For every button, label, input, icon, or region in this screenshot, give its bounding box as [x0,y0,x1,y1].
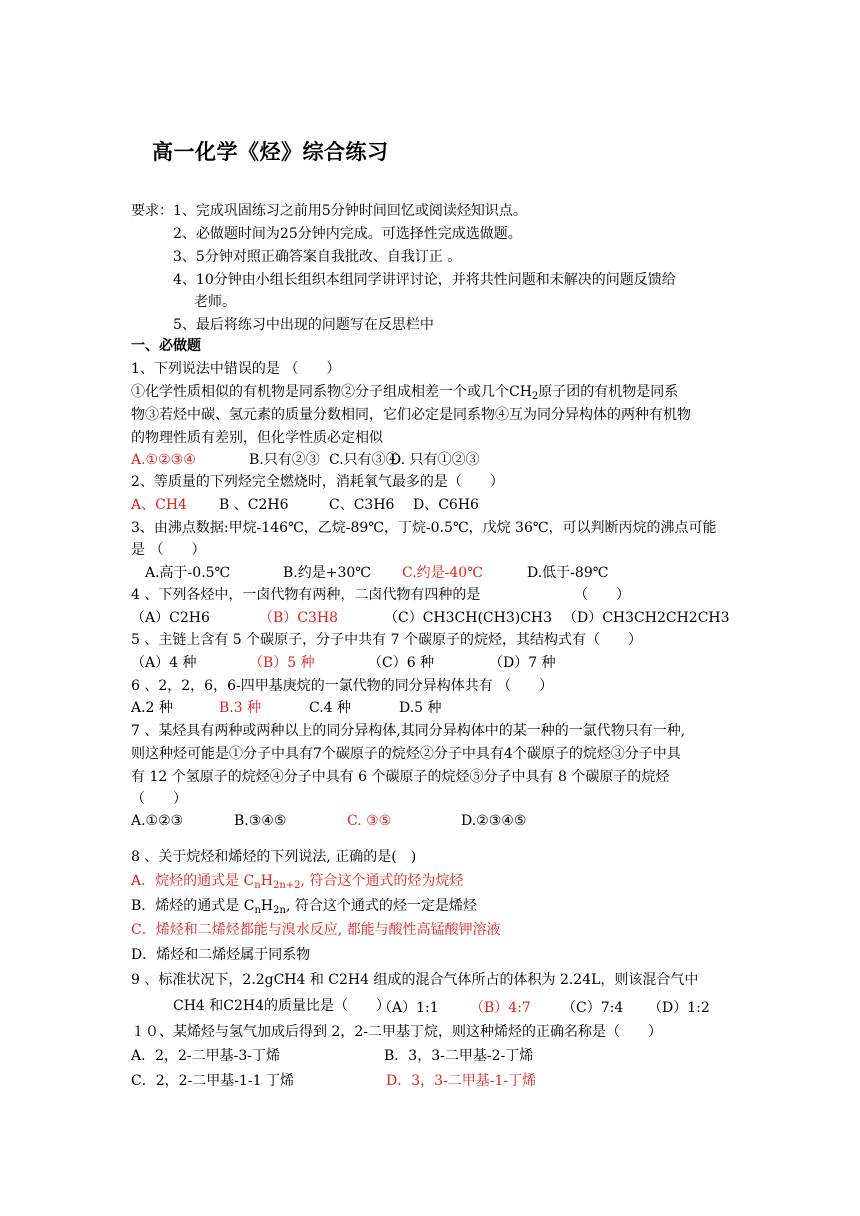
section-heading: 一、必做题 [131,338,201,354]
question-8-option-a: A．烷烃的通式是 $C_nH_{2n+2}$, 符合这个通式的烃为烷烃 [131,873,464,891]
option-b: （B）4:7 [470,1000,531,1016]
option-b: （B）C3H8 [259,610,339,626]
option-c: C.4 种 [309,700,352,716]
question-7-stem: （ ） [131,791,187,807]
requirement-item: 5、最后将练习中出现的问题写在反思栏中 [173,317,434,333]
option-b: B．3，3-二甲基-2-丁烯 [384,1048,534,1064]
question-9-line2: CH4 和C2H4的质量比是（ ） [173,998,391,1014]
question-8-stem: 8 、关于烷烃和烯烃的下列说法, 正确的是( ) [131,849,417,865]
question-6-stem: 6 、2，2，6，6-四甲基庚烷的一氯代物的同分异构体共有 （ ） [131,678,554,694]
option-a: A.①②③④ [131,452,196,468]
option-b: B.约是+30℃ [283,565,371,581]
question-8-option-c: C．烯烃和二烯烃都能与溴水反应, 都能与酸性高锰酸钾溶液 [131,922,501,938]
page-title: 高一化学《烃》综合练习 [152,140,389,164]
formula: $CH_2$ [509,384,539,402]
requirement-item: 3、5分钟对照正确答案自我批改、自我订正 。 [173,249,462,265]
option-c: C.约是-40℃ [402,565,483,581]
option-d: D. 只有①②③ [390,452,480,468]
question-1-body: ①化学性质相似的有机物是同系物②分子组成相差一个或几个$CH_2$原子团的有机物是同系 [131,384,679,402]
requirements-line-1 [131,201,527,221]
question-8-option-b: B．烯烃的通式是 $C_nH_{2n}$, 符合这个通式的烃一定是烯烃 [131,898,477,916]
question-8-option-d: D．烯烃和二烯烃属于同系物 [131,947,311,963]
question-2-stem: 2、等质量的下列烃完全燃烧时，消耗氧气最多的是（ ） [131,474,504,490]
option-c: C．2，2-二甲基-1-1 丁烯 [131,1073,294,1089]
option-d: D．3，3-二甲基-1-丁烯 [386,1073,537,1089]
option-c: C. ③⑤ [347,813,392,829]
option-b: B.只有②③ [249,452,320,468]
option-b: （B）5 种 [249,655,315,671]
question-10-stem: １０、某烯烃与氢气加成后得到 2，2-二甲基丁烷，则这种烯烃的正确名称是（ ） [131,1024,662,1040]
question-3-stem: 3、由沸点数据:甲烷-146℃，乙烷-89℃，丁烷-0.5℃，戊烷 36℃，可以判断丙烷的沸点可能 [131,520,717,536]
question-10-options-row-2 [131,1071,537,1091]
option-a: A、CH4 [131,497,187,513]
question-4-options [131,608,730,628]
question-1-body: 的物理性质有差别，但化学性质必定相似 [131,430,383,446]
requirements-label: 要求： [131,203,173,219]
option-d: D、C6H6 [413,497,479,513]
requirement-item: 老师。 [194,294,236,310]
option-c: C、C3H6 [329,497,395,513]
option-d: D.低于-89℃ [527,565,609,581]
question-10-options-row-1 [131,1046,534,1066]
requirement-item: 1、完成巩固练习之前用5分钟时间回忆或阅读烃知识点。 [173,203,527,219]
option-c: （C）7:4 [562,1000,624,1016]
question-7-stem: 7 、某烃具有两种或两种以上的同分异构体,其同分异构体中的某一种的一氯代物只有一种, [131,723,686,739]
option-b: B.3 种 [219,700,262,716]
question-5-options [131,653,556,673]
option-b: B 、C2H6 [219,497,289,513]
option-d: D.5 种 [399,700,442,716]
question-9-options [378,998,710,1018]
option-d: （D）7 种 [489,655,556,671]
option-a: A.①②③ [131,813,184,829]
option-a: （A）4 种 [131,655,197,671]
option-c: （C）6 种 [368,655,435,671]
question-7-options [131,811,527,831]
question-1-body: 物③若烃中碳、氢元素的质量分数相同，它们必定是同系物④互为同分异构体的两种有机物 [131,407,691,423]
option-d: （D）CH3CH2CH2CH3 [563,610,730,626]
question-5-stem: 5 、主链上含有 5 个碳原子，分子中共有 7 个碳原子的烷烃，其结构式有（ ） [131,632,642,648]
option-a: A.2 种 [131,700,173,716]
option-c: C.只有③④ [329,452,400,468]
option-c: （C）CH3CH(CH3)CH3 [384,610,553,626]
question-3-options [145,563,609,583]
option-a: （A）C2H6 [131,610,210,626]
option-b: B.③④⑤ [234,813,287,829]
requirement-item: 2、必做题时间为25分钟内完成。可选择性完成选做题。 [173,226,522,242]
question-9-stem: 9 、标准状况下，2.2gCH4 和 C2H4 组成的混合气体所占的体积为 2.24L，则该混合气中 [131,972,699,988]
question-2-options [131,495,479,515]
option-d: D.②③④⑤ [461,813,527,829]
question-6-options [131,698,442,718]
requirement-item: 4、10分钟由小组长组织本组同学讲评讨论，并将共性问题和未解决的问题反馈给 [173,272,676,288]
question-4-stem: 4 、下列各烃中，一卤代物有两种，二卤代物有四种的是 （ ） [131,587,630,603]
option-a: （A）1:1 [378,1000,439,1016]
question-1-stem: 1、下列说法中错误的是 （ ） [131,361,341,377]
option-d: （D）1:2 [648,1000,710,1016]
question-7-stem: 则这种烃可能是①分子中具有7个碳原子的烷烃②分子中具有4个碳原子的烷烃③分子中具 [131,746,681,762]
question-1-options [131,450,480,470]
question-3-stem-cont: 是 （ ） [131,542,206,558]
question-7-stem: 有 12 个氢原子的烷烃④分子中具有 6 个碳原子的烷烃⑤分子中具有 8 个碳原子的烷烃 [131,769,670,785]
option-a: A．2，2-二甲基-3-丁烯 [131,1048,281,1064]
option-a: A.高于-0.5℃ [145,565,231,581]
